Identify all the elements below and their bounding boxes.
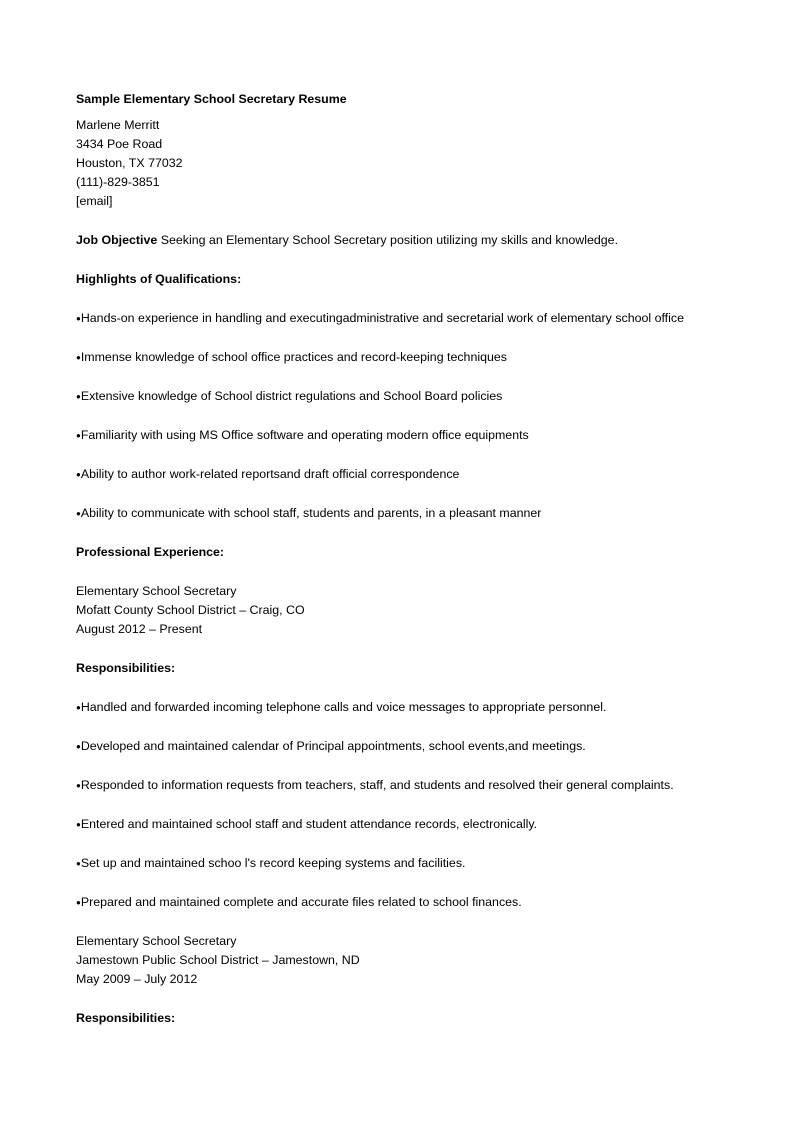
bullet-icon: ● bbox=[76, 742, 81, 751]
job-entry bbox=[76, 932, 726, 989]
highlight-item: ●Familiarity with using MS Office software and operating modern office equipments bbox=[76, 428, 529, 442]
responsibility-item: ●Responded to information requests from teachers, staff, and students and resolved their general complaints. bbox=[76, 778, 674, 792]
contact-city: Houston, TX 77032 bbox=[76, 156, 183, 170]
bullet-icon: ● bbox=[76, 509, 81, 518]
bullet-icon: ● bbox=[76, 314, 81, 323]
responsibility-item: ●Handled and forwarded incoming telephone calls and voice messages to appropriate personnel. bbox=[76, 700, 607, 714]
resume-document bbox=[76, 90, 726, 1028]
responsibility-item: ●Prepared and maintained complete and accurate files related to school finances. bbox=[76, 895, 522, 909]
bullet-icon: ● bbox=[76, 703, 81, 712]
contact-email: [email] bbox=[76, 194, 113, 208]
highlight-item: ●Ability to author work-related reportsand draft official correspondence bbox=[76, 467, 460, 481]
job-dates: May 2009 – July 2012 bbox=[76, 972, 198, 986]
bullet-icon: ● bbox=[76, 820, 81, 829]
objective-text: Seeking an Elementary School Secretary position utilizing my skills and knowledge. bbox=[157, 233, 619, 247]
bullet-icon: ● bbox=[76, 781, 81, 790]
highlight-item: ●Hands-on experience in handling and executingadministrative and secretarial work of elementary school office bbox=[76, 311, 684, 325]
job-employer: Jamestown Public School District – Jamestown, ND bbox=[76, 953, 360, 967]
contact-name: Marlene Merritt bbox=[76, 118, 160, 132]
highlights-heading: Highlights of Qualifications: bbox=[76, 272, 242, 286]
contact-phone: (111)-829-3851 bbox=[76, 175, 160, 189]
job-objective bbox=[76, 231, 726, 250]
responsibility-item: ●Set up and maintained schoo l's record keeping systems and facilities. bbox=[76, 856, 466, 870]
highlight-item: ●Ability to communicate with school staff, students and parents, in a pleasant manner bbox=[76, 506, 542, 520]
job-employer: Mofatt County School District – Craig, CO bbox=[76, 603, 305, 617]
experience-heading: Professional Experience: bbox=[76, 545, 225, 559]
bullet-icon: ● bbox=[76, 898, 81, 907]
responsibility-item: ●Entered and maintained school staff and student attendance records, electronically. bbox=[76, 817, 538, 831]
job-dates: August 2012 – Present bbox=[76, 622, 203, 636]
job-title: Elementary School Secretary bbox=[76, 584, 237, 598]
bullet-icon: ● bbox=[76, 431, 81, 440]
contact-street: 3434 Poe Road bbox=[76, 137, 163, 151]
objective-label: Job Objective bbox=[76, 233, 158, 247]
document-title: Sample Elementary School Secretary Resume bbox=[76, 92, 347, 106]
contact-block bbox=[76, 116, 726, 211]
job-entry bbox=[76, 582, 726, 639]
responsibility-item: ●Developed and maintained calendar of Principal appointments, school events,and meetings. bbox=[76, 739, 586, 753]
bullet-icon: ● bbox=[76, 859, 81, 868]
job-title: Elementary School Secretary bbox=[76, 934, 237, 948]
responsibilities-heading: Responsibilities: bbox=[76, 661, 176, 675]
highlight-item: ●Immense knowledge of school office practices and record-keeping techniques bbox=[76, 350, 507, 364]
highlight-item: ●Extensive knowledge of School district regulations and School Board policies bbox=[76, 389, 503, 403]
bullet-icon: ● bbox=[76, 353, 81, 362]
responsibilities-heading: Responsibilities: bbox=[76, 1011, 176, 1025]
bullet-icon: ● bbox=[76, 392, 81, 401]
bullet-icon: ● bbox=[76, 470, 81, 479]
